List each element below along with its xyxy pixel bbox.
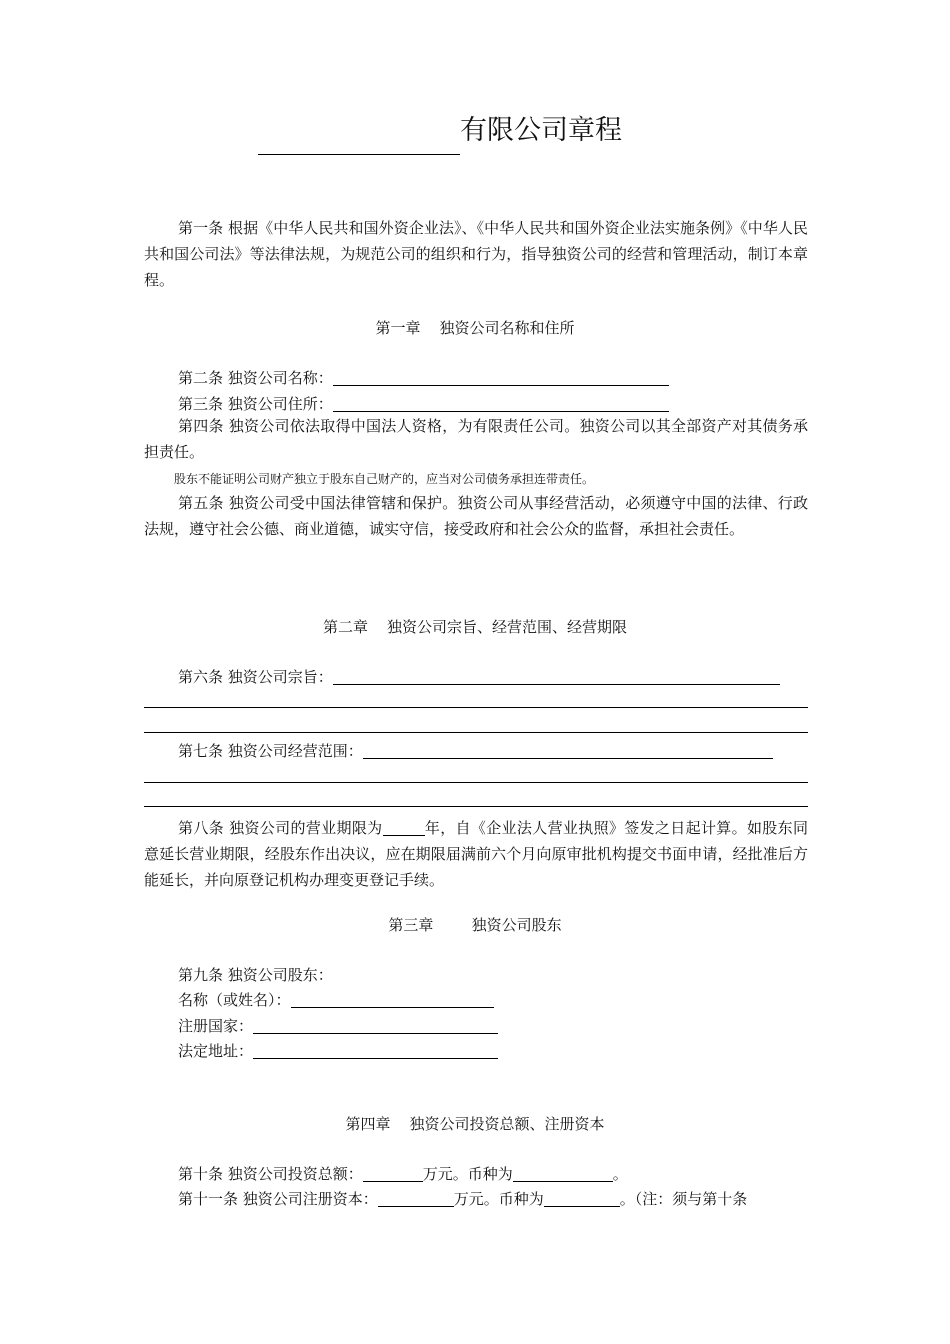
article-3 — [178, 394, 669, 414]
article-4: 第四条 独资公司依法取得中国法人资格，为有限责任公司。独资公司以其全部资产对其债务承担责任。 — [144, 417, 808, 461]
shareholder-name-label: 名称（或姓名）： — [178, 991, 291, 1009]
purpose-blank[interactable] — [333, 668, 780, 685]
chapter-1-heading: 第一章 独资公司名称和住所 — [375, 319, 575, 337]
shareholder-address-row — [178, 1041, 498, 1061]
article-5: 第五条 独资公司受中国法律管辖和保护。独资公司从事经营活动，必须遵守中国的法律、行政法规，遵守社会公德、商业道德，诚实守信，接受政府和社会公众的监督，承担社会责任。 — [144, 494, 808, 538]
article-11-label: 第十一条 独资公司注册资本： — [178, 1190, 378, 1208]
article-11-end: 。（注：须与第十条 — [619, 1190, 748, 1208]
term-years-blank[interactable] — [383, 819, 425, 836]
shareholder-address-blank[interactable] — [253, 1042, 498, 1059]
chapter-3-heading: 第三章 独资公司股东 — [388, 916, 562, 934]
shareholder-country-row — [178, 1016, 498, 1036]
article-8-label: 第八条 独资公司的营业期限为 — [178, 819, 383, 837]
small-note: 股东不能证明公司财产独立于股东自己财产的，应当对公司债务承担连带责任。 — [174, 472, 595, 486]
article-7 — [178, 741, 773, 761]
document-title: 有限公司章程 — [460, 115, 622, 146]
purpose-blank-line-2[interactable] — [144, 707, 808, 708]
shareholder-country-label: 注册国家： — [178, 1017, 254, 1035]
shareholder-name-blank[interactable] — [291, 991, 494, 1008]
article-11 — [178, 1189, 747, 1209]
article-8 — [144, 815, 808, 893]
chapter-4-heading: 第四章 独资公司投资总额、注册资本 — [345, 1115, 605, 1133]
article-6-label: 第六条 独资公司宗旨： — [178, 668, 333, 686]
scope-blank[interactable] — [363, 742, 773, 759]
article-7-label: 第七条 独资公司经营范围： — [178, 742, 363, 760]
article-10-label: 第十条 独资公司投资总额： — [178, 1165, 363, 1183]
chapter-2-heading: 第二章 独资公司宗旨、经营范围、经营期限 — [322, 618, 628, 636]
article-11-unit: 万元。币种为 — [453, 1190, 544, 1208]
article-8-text: 年，自《企业法人营业执照》签发之日起计算。如股东同意延长营业期限，经股东作出决议，应在期限届满前六个月向原审批机构提交书面申请，经批准后方能延长，并向原登记机构办理变更登记手续。 — [144, 819, 808, 889]
company-name-blank[interactable] — [333, 369, 669, 386]
article-6 — [178, 667, 780, 687]
article-1: 第一条 根据《中华人民共和国外资企业法》、《中华人民共和国外资企业法实施条例》《中华人民共和国公司法》等法律法规，为规范公司的组织和行为，指导独资公司的经营和管理活动，制订本章程。 — [144, 219, 808, 289]
article-2-label: 第二条 独资公司名称： — [178, 369, 333, 387]
scope-blank-line-2[interactable] — [144, 782, 808, 783]
registered-capital-blank[interactable] — [378, 1190, 454, 1207]
capital-currency-blank[interactable] — [544, 1190, 620, 1207]
company-address-blank[interactable] — [333, 395, 669, 412]
title-blank-line[interactable] — [258, 154, 460, 155]
article-2 — [178, 368, 669, 388]
shareholder-name-row — [178, 990, 494, 1010]
article-9: 第九条 独资公司股东： — [178, 966, 333, 984]
article-10-unit: 万元。币种为 — [422, 1165, 513, 1183]
shareholder-address-label: 法定地址： — [178, 1042, 254, 1060]
investment-currency-blank[interactable] — [513, 1165, 613, 1182]
article-3-label: 第三条 独资公司住所： — [178, 395, 333, 413]
shareholder-country-blank[interactable] — [253, 1017, 498, 1034]
article-10 — [178, 1164, 628, 1184]
purpose-blank-line-3[interactable] — [144, 732, 808, 733]
total-investment-blank[interactable] — [363, 1165, 423, 1182]
scope-blank-line-3[interactable] — [144, 806, 808, 807]
article-10-end: 。 — [612, 1165, 628, 1183]
